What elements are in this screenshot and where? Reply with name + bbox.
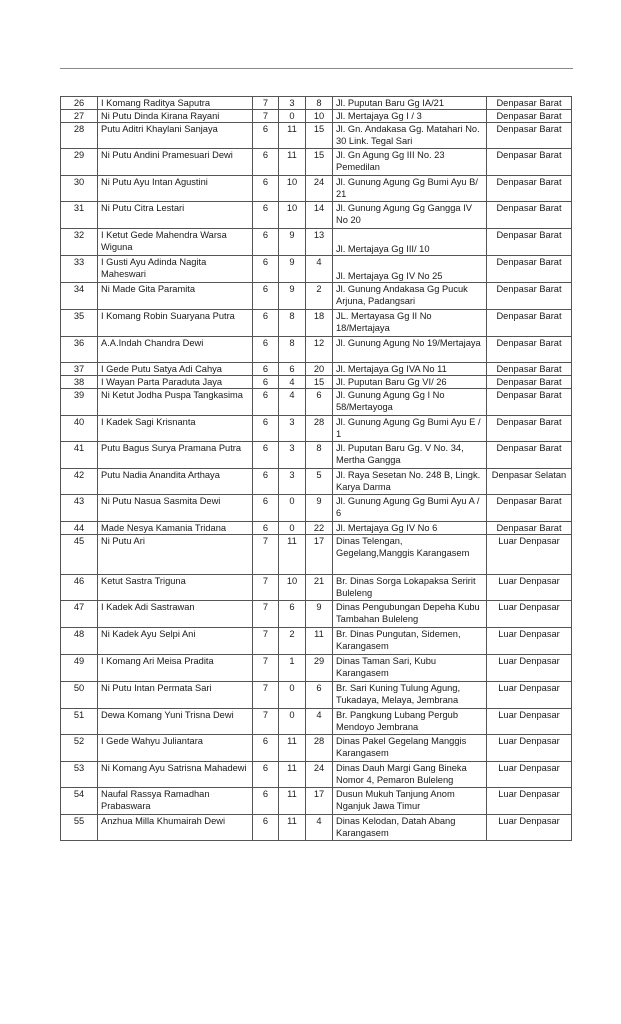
address-cell: Jl. Raya Sesetan No. 248 B, Lingk. Karya Darma [333, 469, 487, 495]
student-name: Putu Bagus Surya Pramana Putra [98, 442, 253, 469]
address-cell: Jl. Mertajaya Gg I / 3 [333, 110, 487, 123]
region-cell: Denpasar Barat [487, 442, 572, 469]
age-days-cell: 8 [306, 97, 333, 110]
table-body [61, 97, 572, 841]
age-days-cell: 9 [306, 495, 333, 522]
age-months-cell: 4 [279, 389, 306, 416]
region-cell: Denpasar Barat [487, 416, 572, 442]
age-days-cell: 24 [306, 176, 333, 202]
class-cell: 6 [253, 762, 279, 788]
student-table [60, 96, 572, 841]
class-cell: 6 [253, 256, 279, 283]
table-row [61, 682, 572, 709]
address-cell: Br. Dinas Pungutan, Sidemen, Karangasem [333, 628, 487, 655]
table-row [61, 709, 572, 735]
age-months-cell: 8 [279, 337, 306, 363]
age-days-cell: 29 [306, 655, 333, 682]
student-name: A.A.Indah Chandra Dewi [98, 337, 253, 363]
table-row [61, 376, 572, 389]
age-days-cell: 4 [306, 815, 333, 841]
region-cell: Denpasar Barat [487, 97, 572, 110]
age-days-cell: 20 [306, 363, 333, 376]
age-months-cell: 11 [279, 788, 306, 815]
class-cell: 7 [253, 601, 279, 628]
table-row [61, 601, 572, 628]
address-cell: Jl. Mertajaya Gg IVA No 11 [333, 363, 487, 376]
address-cell: Jl. Gunung Agung No 19/Mertajaya [333, 337, 487, 363]
age-days-cell: 13 [306, 229, 333, 256]
class-cell: 7 [253, 655, 279, 682]
region-cell: Denpasar Barat [487, 149, 572, 176]
row-number: 40 [61, 416, 98, 442]
class-cell: 6 [253, 229, 279, 256]
address-cell: Jl. Mertajaya Gg IV No 6 [333, 522, 487, 535]
row-number: 55 [61, 815, 98, 841]
row-number: 27 [61, 110, 98, 123]
region-cell: Denpasar Barat [487, 337, 572, 363]
table-row [61, 256, 572, 283]
age-months-cell: 11 [279, 535, 306, 575]
row-number: 36 [61, 337, 98, 363]
class-cell: 6 [253, 283, 279, 310]
class-cell: 6 [253, 735, 279, 762]
row-number: 51 [61, 709, 98, 735]
student-name: I Komang Robin Suaryana Putra [98, 310, 253, 337]
address-cell: Br. Sari Kuning Tulung Agung, Tukadaya, Melaya, Jembrana [333, 682, 487, 709]
age-days-cell: 18 [306, 310, 333, 337]
region-cell: Luar Denpasar [487, 601, 572, 628]
class-cell: 7 [253, 535, 279, 575]
row-number: 43 [61, 495, 98, 522]
row-number: 28 [61, 123, 98, 149]
student-name: Naufal Rassya Ramadhan Prabaswara [98, 788, 253, 815]
row-number: 37 [61, 363, 98, 376]
student-name: Ni Made Gita Paramita [98, 283, 253, 310]
region-cell: Luar Denpasar [487, 815, 572, 841]
age-months-cell: 2 [279, 628, 306, 655]
address-cell: JL. Mertayasa Gg II No 18/Mertajaya [333, 310, 487, 337]
region-cell: Luar Denpasar [487, 762, 572, 788]
table-row [61, 788, 572, 815]
address-cell: Dinas Pakel Gegelang Manggis Karangasem [333, 735, 487, 762]
table-row [61, 762, 572, 788]
address-cell: Jl. Gunung Agung Gg Bumi Ayu E / 1 [333, 416, 487, 442]
age-days-cell: 15 [306, 123, 333, 149]
address-cell: Dinas Dauh Margi Gang Bineka Nomor 4, Pemaron Buleleng [333, 762, 487, 788]
address-cell: Jl. Gn Agung Gg III No. 23 Pemedilan [333, 149, 487, 176]
row-number: 30 [61, 176, 98, 202]
age-months-cell: 11 [279, 735, 306, 762]
region-cell: Denpasar Barat [487, 495, 572, 522]
age-months-cell: 3 [279, 97, 306, 110]
row-number: 26 [61, 97, 98, 110]
address-cell: Jl. Gunung Agung Gg I No 58/Mertayoga [333, 389, 487, 416]
student-name: Ketut Sastra Triguna [98, 575, 253, 601]
region-cell: Denpasar Barat [487, 376, 572, 389]
class-cell: 7 [253, 110, 279, 123]
region-cell: Denpasar Barat [487, 123, 572, 149]
row-number: 34 [61, 283, 98, 310]
age-days-cell: 6 [306, 389, 333, 416]
student-name: Putu Nadia Anandita Arthaya [98, 469, 253, 495]
class-cell: 6 [253, 442, 279, 469]
table-row [61, 442, 572, 469]
row-number: 42 [61, 469, 98, 495]
age-months-cell: 9 [279, 256, 306, 283]
age-days-cell: 4 [306, 256, 333, 283]
table-row [61, 655, 572, 682]
class-cell: 6 [253, 416, 279, 442]
row-number: 39 [61, 389, 98, 416]
table-row [61, 628, 572, 655]
row-number: 29 [61, 149, 98, 176]
region-cell: Luar Denpasar [487, 628, 572, 655]
class-cell: 7 [253, 709, 279, 735]
class-cell: 6 [253, 363, 279, 376]
table-row [61, 469, 572, 495]
student-name: Ni Putu Andini Pramesuari Dewi [98, 149, 253, 176]
class-cell: 6 [253, 310, 279, 337]
table-row [61, 535, 572, 575]
table-row [61, 310, 572, 337]
class-cell: 7 [253, 97, 279, 110]
age-months-cell: 6 [279, 363, 306, 376]
class-cell: 6 [253, 123, 279, 149]
age-months-cell: 0 [279, 709, 306, 735]
age-days-cell: 12 [306, 337, 333, 363]
student-name: I Ketut Gede Mahendra Warsa Wiguna [98, 229, 253, 256]
region-cell: Luar Denpasar [487, 535, 572, 575]
age-days-cell: 11 [306, 628, 333, 655]
region-cell: Denpasar Barat [487, 310, 572, 337]
age-days-cell: 21 [306, 575, 333, 601]
address-cell: Jl. Gunung Agung Gg Bumi Ayu A / 6 [333, 495, 487, 522]
row-number: 45 [61, 535, 98, 575]
region-cell: Denpasar Selatan [487, 469, 572, 495]
row-number: 44 [61, 522, 98, 535]
address-cell: Dinas Pengubungan Depeha Kubu Tambahan Buleleng [333, 601, 487, 628]
table-row [61, 337, 572, 363]
address-cell: Dinas Telengan, Gegelang,Manggis Karangasem [333, 535, 487, 575]
student-name: I Kadek Sagi Krisnanta [98, 416, 253, 442]
age-months-cell: 11 [279, 762, 306, 788]
row-number: 52 [61, 735, 98, 762]
class-cell: 6 [253, 495, 279, 522]
address-cell: Dusun Mukuh Tanjung Anom Nganjuk Jawa Timur [333, 788, 487, 815]
region-cell: Denpasar Barat [487, 363, 572, 376]
age-months-cell: 10 [279, 176, 306, 202]
table-row [61, 176, 572, 202]
student-name: Ni Putu Nasua Sasmita Dewi [98, 495, 253, 522]
address-cell: Jl. Gunung Agung Gg Gangga IV No 20 [333, 202, 487, 229]
table-row [61, 815, 572, 841]
row-number: 41 [61, 442, 98, 469]
table-row [61, 735, 572, 762]
address-cell: Jl. Gunung Agung Gg Bumi Ayu B/ 21 [333, 176, 487, 202]
student-name: I Komang Raditya Saputra [98, 97, 253, 110]
age-months-cell: 8 [279, 310, 306, 337]
table-row [61, 495, 572, 522]
region-cell: Denpasar Barat [487, 389, 572, 416]
student-name: I Komang Ari Meisa Pradita [98, 655, 253, 682]
age-days-cell: 28 [306, 735, 333, 762]
table-row [61, 110, 572, 123]
age-days-cell: 5 [306, 469, 333, 495]
table-row [61, 363, 572, 376]
age-months-cell: 11 [279, 149, 306, 176]
row-number: 46 [61, 575, 98, 601]
class-cell: 6 [253, 176, 279, 202]
student-name: Ni Putu Ayu Intan Agustini [98, 176, 253, 202]
table-row [61, 283, 572, 310]
student-name: I Wayan Parta Paraduta Jaya [98, 376, 253, 389]
age-months-cell: 3 [279, 442, 306, 469]
table-row [61, 229, 572, 256]
class-cell: 6 [253, 788, 279, 815]
table-row [61, 522, 572, 535]
address-cell: Jl. Gn. Andakasa Gg. Matahari No. 30 Link. Tegal Sari [333, 123, 487, 149]
address-cell: Jl. Mertajaya Gg IV No 25 [333, 256, 487, 283]
age-days-cell: 15 [306, 376, 333, 389]
age-months-cell: 1 [279, 655, 306, 682]
age-days-cell: 17 [306, 535, 333, 575]
row-number: 38 [61, 376, 98, 389]
region-cell: Denpasar Barat [487, 202, 572, 229]
region-cell: Luar Denpasar [487, 788, 572, 815]
student-name: I Gusti Ayu Adinda Nagita Maheswari [98, 256, 253, 283]
region-cell: Denpasar Barat [487, 176, 572, 202]
age-days-cell: 10 [306, 110, 333, 123]
age-days-cell: 2 [306, 283, 333, 310]
class-cell: 7 [253, 628, 279, 655]
row-number: 35 [61, 310, 98, 337]
student-name: I Gede Wahyu Juliantara [98, 735, 253, 762]
class-cell: 6 [253, 389, 279, 416]
age-months-cell: 4 [279, 376, 306, 389]
age-months-cell: 9 [279, 229, 306, 256]
age-months-cell: 6 [279, 601, 306, 628]
age-months-cell: 11 [279, 815, 306, 841]
region-cell: Denpasar Barat [487, 110, 572, 123]
student-name: I Gede Putu Satya Adi Cahya [98, 363, 253, 376]
age-days-cell: 17 [306, 788, 333, 815]
region-cell: Luar Denpasar [487, 709, 572, 735]
age-days-cell: 28 [306, 416, 333, 442]
age-days-cell: 15 [306, 149, 333, 176]
region-cell: Denpasar Barat [487, 256, 572, 283]
table-row [61, 149, 572, 176]
row-number: 50 [61, 682, 98, 709]
row-number: 48 [61, 628, 98, 655]
class-cell: 6 [253, 469, 279, 495]
address-cell: Jl. Puputan Baru Gg. V No. 34, Mertha Gangga [333, 442, 487, 469]
row-number: 54 [61, 788, 98, 815]
age-days-cell: 22 [306, 522, 333, 535]
table-row [61, 123, 572, 149]
address-cell: Dinas Kelodan, Datah Abang Karangasem [333, 815, 487, 841]
age-months-cell: 0 [279, 682, 306, 709]
table-row [61, 416, 572, 442]
address-cell: Jl. Puputan Baru Gg IA/21 [333, 97, 487, 110]
student-name: Ni Putu Dinda Kirana Rayani [98, 110, 253, 123]
class-cell: 6 [253, 815, 279, 841]
age-months-cell: 11 [279, 123, 306, 149]
table-row [61, 97, 572, 110]
age-days-cell: 14 [306, 202, 333, 229]
class-cell: 6 [253, 522, 279, 535]
age-months-cell: 0 [279, 522, 306, 535]
age-months-cell: 3 [279, 416, 306, 442]
class-cell: 6 [253, 149, 279, 176]
region-cell: Luar Denpasar [487, 655, 572, 682]
age-months-cell: 0 [279, 495, 306, 522]
student-name: I Kadek Adi Sastrawan [98, 601, 253, 628]
student-name: Ni Putu Intan Permata Sari [98, 682, 253, 709]
age-days-cell: 9 [306, 601, 333, 628]
region-cell: Luar Denpasar [487, 682, 572, 709]
address-cell: Br. Pangkung Lubang Pergub Mendoyo Jembrana [333, 709, 487, 735]
class-cell: 7 [253, 575, 279, 601]
student-name: Dewa Komang Yuni Trisna Dewi [98, 709, 253, 735]
age-months-cell: 10 [279, 202, 306, 229]
row-number: 33 [61, 256, 98, 283]
student-name: Made Nesya Kamania Tridana [98, 522, 253, 535]
student-name: Ni Putu Ari [98, 535, 253, 575]
age-days-cell: 8 [306, 442, 333, 469]
age-months-cell: 0 [279, 110, 306, 123]
age-days-cell: 6 [306, 682, 333, 709]
table-row [61, 575, 572, 601]
age-days-cell: 4 [306, 709, 333, 735]
class-cell: 6 [253, 337, 279, 363]
student-name: Ni Ketut Jodha Puspa Tangkasima [98, 389, 253, 416]
region-cell: Denpasar Barat [487, 229, 572, 256]
class-cell: 7 [253, 682, 279, 709]
table-row [61, 389, 572, 416]
student-name: Ni Kadek Ayu Selpi Ani [98, 628, 253, 655]
class-cell: 6 [253, 202, 279, 229]
row-number: 53 [61, 762, 98, 788]
region-cell: Luar Denpasar [487, 735, 572, 762]
row-number: 49 [61, 655, 98, 682]
header-rule [60, 68, 573, 69]
age-days-cell: 24 [306, 762, 333, 788]
table-row [61, 202, 572, 229]
region-cell: Denpasar Barat [487, 522, 572, 535]
student-name: Ni Putu Citra Lestari [98, 202, 253, 229]
age-months-cell: 3 [279, 469, 306, 495]
student-name: Ni Komang Ayu Satrisna Mahadewi [98, 762, 253, 788]
student-name: Anzhua Milla Khumairah Dewi [98, 815, 253, 841]
address-cell: Jl. Gunung Andakasa Gg Pucuk Arjuna, Padangsari [333, 283, 487, 310]
address-cell: Br. Dinas Sorga Lokapaksa Seririt Buleleng [333, 575, 487, 601]
student-name: Putu Aditri Khaylani Sanjaya [98, 123, 253, 149]
row-number: 47 [61, 601, 98, 628]
address-cell: Jl. Mertajaya Gg III/ 10 [333, 229, 487, 256]
age-months-cell: 10 [279, 575, 306, 601]
region-cell: Luar Denpasar [487, 575, 572, 601]
age-months-cell: 9 [279, 283, 306, 310]
row-number: 31 [61, 202, 98, 229]
row-number: 32 [61, 229, 98, 256]
address-cell: Jl. Puputan Baru Gg VI/ 26 [333, 376, 487, 389]
class-cell: 6 [253, 376, 279, 389]
address-cell: Dinas Taman Sari, Kubu Karangasem [333, 655, 487, 682]
region-cell: Denpasar Barat [487, 283, 572, 310]
